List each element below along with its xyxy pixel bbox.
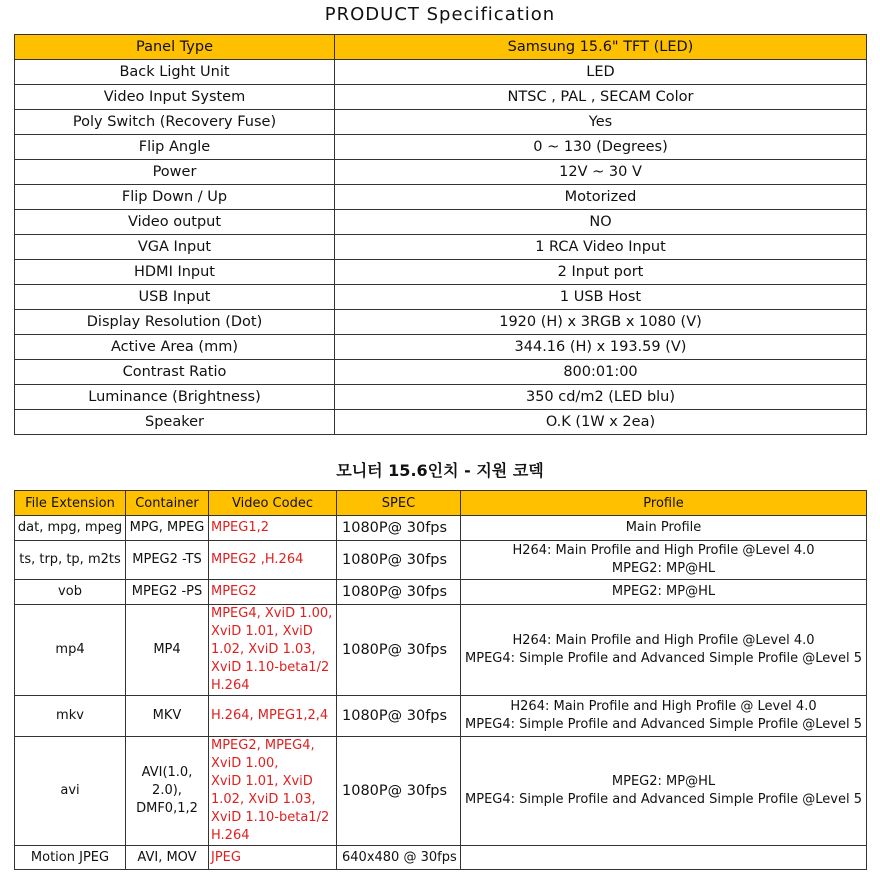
video-codec-cell-line: XviD 1.00, (211, 756, 279, 771)
spec-label: Active Area (mm) (15, 335, 335, 360)
video-codec-cell-line: H.264 (211, 828, 250, 843)
spec-row (15, 360, 867, 385)
profile-cell (461, 580, 867, 605)
codec-row (15, 846, 867, 870)
codec-table (14, 490, 867, 870)
codec-row (15, 516, 867, 541)
container-cell-line: DMF0,1,2 (136, 801, 198, 816)
spec-label: Video Input System (15, 85, 335, 110)
container-cell (126, 580, 209, 605)
spec-cell: 1080P@ 30fps (337, 696, 461, 737)
container-cell-line: AVI(1.0, (141, 765, 193, 780)
codec-header-cell: SPEC (337, 491, 461, 516)
spec-row (15, 310, 867, 335)
file-extension-cell: avi (15, 737, 126, 846)
profile-cell-line: MPEG4: Simple Profile and Advanced Simple Profile @Level 5 (465, 651, 862, 666)
container-cell-line: MKV (152, 708, 182, 723)
codec-header-cell: Profile (461, 491, 867, 516)
codec-row (15, 696, 867, 737)
spec-cell: 1080P@ 30fps (337, 605, 461, 696)
container-cell-line: MPEG2 -TS (132, 552, 202, 567)
video-codec-cell (209, 541, 337, 580)
video-codec-cell-line: XviD 1.10-beta1/2 (211, 810, 330, 825)
spec-row (15, 210, 867, 235)
spec-value: 12V ~ 30 V (335, 160, 867, 185)
codec-row (15, 580, 867, 605)
profile-cell-line: H264: Main Profile and High Profile @Level 4.0 (512, 543, 815, 558)
video-codec-cell (209, 580, 337, 605)
spec-row (15, 410, 867, 435)
codec-title: 모니터 15.6인치 - 지원 코덱 (336, 461, 544, 480)
spec-label: Flip Down / Up (15, 185, 335, 210)
container-cell (126, 737, 209, 846)
spec-cell: 1080P@ 30fps (337, 580, 461, 605)
video-codec-cell-line: JPEG (211, 849, 241, 865)
spec-row (15, 135, 867, 160)
container-cell (126, 696, 209, 737)
spec-label: USB Input (15, 285, 335, 310)
codec-header-cell: Video Codec (209, 491, 337, 516)
spec-row (15, 335, 867, 360)
spec-row (15, 260, 867, 285)
spec-label: Power (15, 160, 335, 185)
profile-cell (461, 541, 867, 580)
codec-row (15, 541, 867, 580)
codec-header-cell: Container (126, 491, 209, 516)
video-codec-cell-line: H.264, MPEG1,2,4 (211, 708, 329, 723)
video-codec-cell (209, 696, 337, 737)
spec-cell: 1080P@ 30fps (337, 516, 461, 541)
video-codec-cell (209, 605, 337, 696)
video-codec-cell-line: 1.02, XviD 1.03, (211, 642, 316, 657)
video-codec-cell-line: 1.02, XviD 1.03, (211, 792, 316, 807)
file-extension-cell: mp4 (15, 605, 126, 696)
codec-row (15, 605, 867, 696)
container-cell (126, 516, 209, 541)
spec-value: NO (335, 210, 867, 235)
spec-title: PRODUCT Specification (324, 4, 556, 25)
codec-header-row (15, 491, 867, 516)
spec-value: 1 USB Host (335, 285, 867, 310)
video-codec-cell-line: XviD 1.01, XviD (211, 624, 313, 639)
video-codec-cell-line: H.264 (211, 678, 250, 693)
spec-row (15, 385, 867, 410)
spec-value: 350 cd/m2 (LED blu) (335, 385, 867, 410)
profile-cell-line: H264: Main Profile and High Profile @Level 4.0 (512, 633, 815, 648)
container-cell-line: MPEG2 -PS (131, 584, 203, 599)
video-codec-cell-line: MPEG4, XviD 1.00, (211, 606, 333, 621)
spec-row (15, 35, 867, 60)
spec-value: 800:01:00 (335, 360, 867, 385)
profile-cell (461, 846, 867, 870)
spec-label: Speaker (15, 410, 335, 435)
profile-cell (461, 737, 867, 846)
container-cell (126, 846, 209, 870)
spec-value: NTSC , PAL , SECAM Color (335, 85, 867, 110)
spec-cell: 640x480 @ 30fps (337, 846, 461, 870)
spec-row (15, 60, 867, 85)
video-codec-cell (209, 737, 337, 846)
spec-value: 1920 (H) x 3RGB x 1080 (V) (335, 310, 867, 335)
profile-cell-line: Main Profile (625, 520, 702, 535)
spec-row (15, 85, 867, 110)
container-cell-line: 2.0), (152, 783, 182, 798)
spec-value: LED (335, 60, 867, 85)
video-codec-cell-line: MPEG2, MPEG4, (211, 738, 315, 753)
video-codec-cell-line: MPEG1,2 (211, 520, 270, 535)
container-cell-line: MP4 (153, 642, 181, 657)
spec-label: Display Resolution (Dot) (15, 310, 335, 335)
profile-cell-line: MPEG2: MP@HL (611, 584, 716, 599)
spec-label: Back Light Unit (15, 60, 335, 85)
profile-cell-line: MPEG4: Simple Profile and Advanced Simple Profile @Level 5 (465, 717, 862, 732)
file-extension-cell: dat, mpg, mpeg (15, 516, 126, 541)
spec-row (15, 185, 867, 210)
container-cell (126, 541, 209, 580)
file-extension-cell: ts, trp, tp, m2ts (15, 541, 126, 580)
spec-value: Motorized (335, 185, 867, 210)
container-cell-line: MPG, MPEG (129, 520, 205, 535)
spec-row (15, 235, 867, 260)
profile-cell (461, 605, 867, 696)
spec-label: VGA Input (15, 235, 335, 260)
spec-value: O.K (1W x 2ea) (335, 410, 867, 435)
video-codec-cell (209, 846, 337, 870)
profile-cell-line: MPEG2: MP@HL (611, 774, 716, 789)
spec-table (14, 34, 867, 435)
spec-value: 1 RCA Video Input (335, 235, 867, 260)
spec-label: Poly Switch (Recovery Fuse) (15, 110, 335, 135)
file-extension-cell: vob (15, 580, 126, 605)
spec-value: Yes (335, 110, 867, 135)
file-extension-cell: mkv (15, 696, 126, 737)
spec-value: 2 Input port (335, 260, 867, 285)
container-cell (126, 605, 209, 696)
spec-label: Luminance (Brightness) (15, 385, 335, 410)
codec-row (15, 737, 867, 846)
file-extension-cell: Motion JPEG (15, 846, 126, 870)
container-cell-line: AVI, MOV (137, 849, 197, 865)
profile-cell (461, 516, 867, 541)
spec-label: Panel Type (15, 35, 335, 60)
spec-cell: 1080P@ 30fps (337, 737, 461, 846)
spec-cell: 1080P@ 30fps (337, 541, 461, 580)
video-codec-cell (209, 516, 337, 541)
video-codec-cell-line: MPEG2 (211, 584, 257, 599)
spec-value: 0 ~ 130 (Degrees) (335, 135, 867, 160)
profile-cell-line: MPEG4: Simple Profile and Advanced Simple Profile @Level 5 (465, 792, 862, 807)
spec-label: HDMI Input (15, 260, 335, 285)
spec-row (15, 160, 867, 185)
spec-label: Contrast Ratio (15, 360, 335, 385)
video-codec-cell-line: MPEG2 ,H.264 (211, 552, 304, 567)
profile-cell (461, 696, 867, 737)
spec-row (15, 285, 867, 310)
spec-value: Samsung 15.6" TFT (LED) (335, 35, 867, 60)
spec-row (15, 110, 867, 135)
spec-value: 344.16 (H) x 193.59 (V) (335, 335, 867, 360)
spec-label: Flip Angle (15, 135, 335, 160)
profile-cell-line: H264: Main Profile and High Profile @ Level 4.0 (510, 699, 817, 714)
video-codec-cell-line: XviD 1.10-beta1/2 (211, 660, 330, 675)
codec-header-cell: File Extension (15, 491, 126, 516)
profile-cell-line: MPEG2: MP@HL (611, 561, 716, 576)
spec-label: Video output (15, 210, 335, 235)
video-codec-cell-line: XviD 1.01, XviD (211, 774, 313, 789)
